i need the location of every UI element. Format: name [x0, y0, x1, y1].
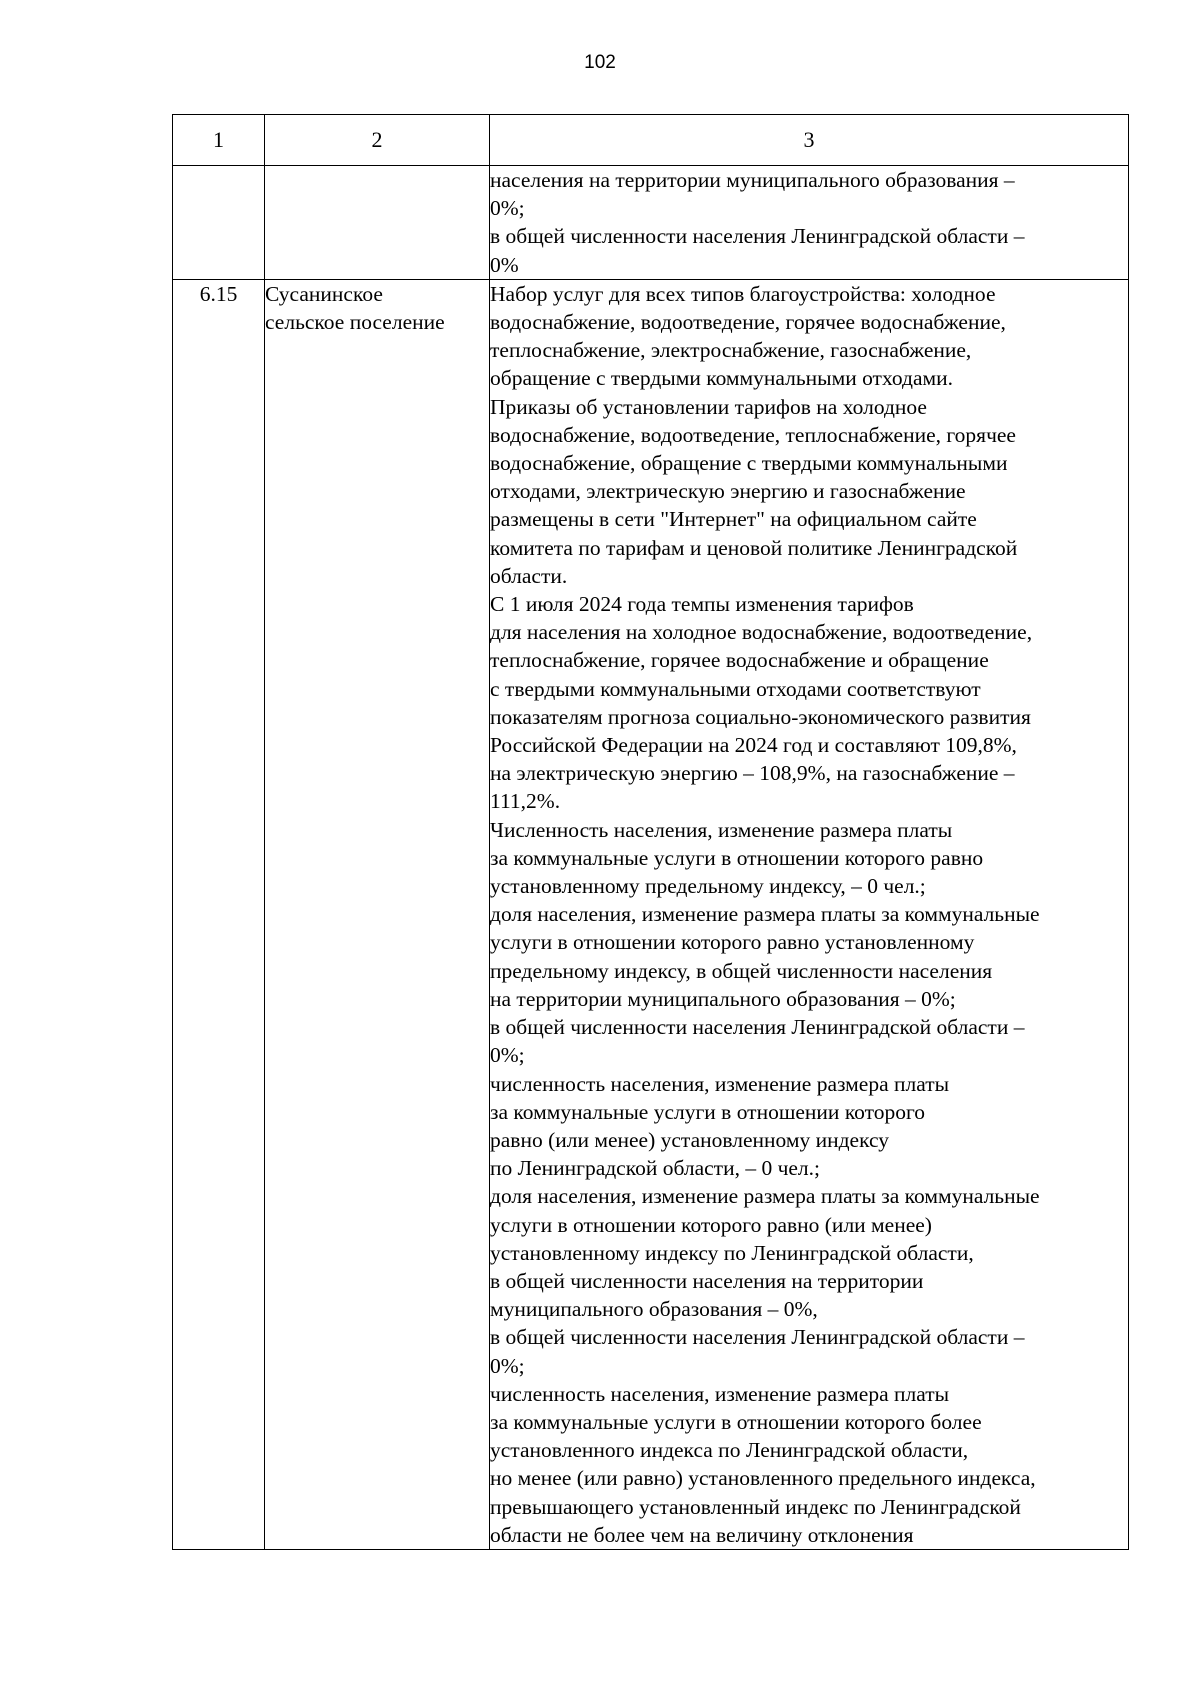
entry-line: обращение с твердыми коммунальными отходами. [490, 366, 953, 391]
table-header-row [173, 115, 1129, 166]
page-number: 102 [584, 52, 616, 73]
entry-line: в общей численности населения Ленинградской области – [490, 1325, 1025, 1350]
entry-line: 0%; [490, 1353, 525, 1378]
entry-line: численность населения, изменение размера платы [490, 1071, 950, 1096]
entry-line: отходами, электрическую энергию и газоснабжение [490, 479, 966, 504]
header-col-3: 3 [490, 115, 1129, 166]
entry-line: равно (или менее) установленному индексу [490, 1127, 890, 1152]
entry-line: теплоснабжение, горячее водоснабжение и обращение [490, 648, 989, 673]
entry-line: по Ленинградской области, – 0 чел.; [490, 1156, 821, 1181]
table-row-continuation [173, 166, 1129, 280]
entry-line: численность населения, изменение размера платы [490, 1381, 950, 1406]
entry-name-cell [265, 279, 490, 1549]
entry-line: на территории муниципального образования – 0%; [490, 986, 956, 1011]
header-col-2: 2 [265, 115, 490, 166]
entry-line: на электрическую энергию – 108,9%, на газоснабжение – [490, 761, 1015, 786]
continuation-line: 0%; [490, 196, 525, 221]
entry-line: муниципального образования – 0%, [490, 1297, 818, 1322]
entry-line: Приказы об установлении тарифов на холодное [490, 394, 927, 419]
entry-line: водоснабжение, обращение с твердыми коммунальными [490, 451, 1008, 476]
entry-name-line: сельское поселение [265, 310, 445, 335]
entry-line: за коммунальные услуги в отношении которого [490, 1099, 926, 1124]
entry-line: установленному предельному индексу, – 0 чел.; [490, 874, 926, 899]
entry-line: установленному индексу по Ленинградской области, [490, 1240, 974, 1265]
entry-name-line: Сусанинское [265, 281, 383, 306]
entry-line: в общей численности населения на территории [490, 1268, 924, 1293]
tariff-table [172, 114, 1129, 1550]
continuation-text-cell [490, 166, 1129, 280]
entry-line: теплоснабжение, электроснабжение, газоснабжение, [490, 338, 972, 363]
entry-line: с твердыми коммунальными отходами соответствуют [490, 676, 981, 701]
entry-text-cell [490, 279, 1129, 1549]
entry-line: области. [490, 563, 568, 588]
entry-number: 6.15 [173, 279, 265, 1549]
entry-line: показателям прогноза социально-экономического развития [490, 704, 1031, 729]
entry-line: Численность населения, изменение размера платы [490, 817, 953, 842]
entry-line: услуги в отношении которого равно (или менее) [490, 1212, 932, 1237]
entry-line: водоснабжение, водоотведение, горячее водоснабжение, [490, 310, 1006, 335]
entry-line: предельному индексу, в общей численности населения [490, 958, 993, 983]
entry-line: для населения на холодное водоснабжение, водоотведение, [490, 620, 1033, 645]
entry-line: С 1 июля 2024 года темпы изменения тарифов [490, 592, 914, 617]
entry-line: превышающего установленный индекс по Ленинградской [490, 1494, 1021, 1519]
entry-line: за коммунальные услуги в отношении которого равно [490, 845, 984, 870]
entry-line: размещены в сети "Интернет" на официальном сайте [490, 507, 977, 532]
entry-line: но менее (или равно) установленного предельного индекса, [490, 1466, 1036, 1491]
entry-line: доля населения, изменение размера платы за коммунальные [490, 902, 1040, 927]
table-row-entry [173, 279, 1129, 1549]
entry-line: за коммунальные услуги в отношении которого более [490, 1409, 982, 1434]
entry-line: 0%; [490, 1043, 525, 1068]
continuation-name-cell [265, 166, 490, 280]
entry-line: услуги в отношении которого равно установленному [490, 930, 975, 955]
entry-line: в общей численности населения Ленинградской области – [490, 1015, 1025, 1040]
header-col-1: 1 [173, 115, 265, 166]
entry-line: Набор услуг для всех типов благоустройства: холодное [490, 281, 996, 306]
continuation-number-cell [173, 166, 265, 280]
entry-line: 111,2%. [490, 789, 561, 814]
continuation-line: в общей численности населения Ленинградской области – [490, 224, 1025, 249]
entry-line: области не более чем на величину отклонения [490, 1522, 914, 1547]
entry-line: комитета по тарифам и ценовой политике Ленинградской [490, 535, 1018, 560]
entry-line: доля населения, изменение размера платы за коммунальные [490, 1184, 1040, 1209]
continuation-line: населения на территории муниципального образования – [490, 168, 1015, 192]
entry-line: водоснабжение, водоотведение, теплоснабжение, горячее [490, 422, 1016, 447]
entry-line: Российской Федерации на 2024 год и составляют 109,8%, [490, 733, 1017, 758]
entry-line: установленного индекса по Ленинградской области, [490, 1438, 969, 1463]
continuation-line: 0% [490, 252, 519, 277]
